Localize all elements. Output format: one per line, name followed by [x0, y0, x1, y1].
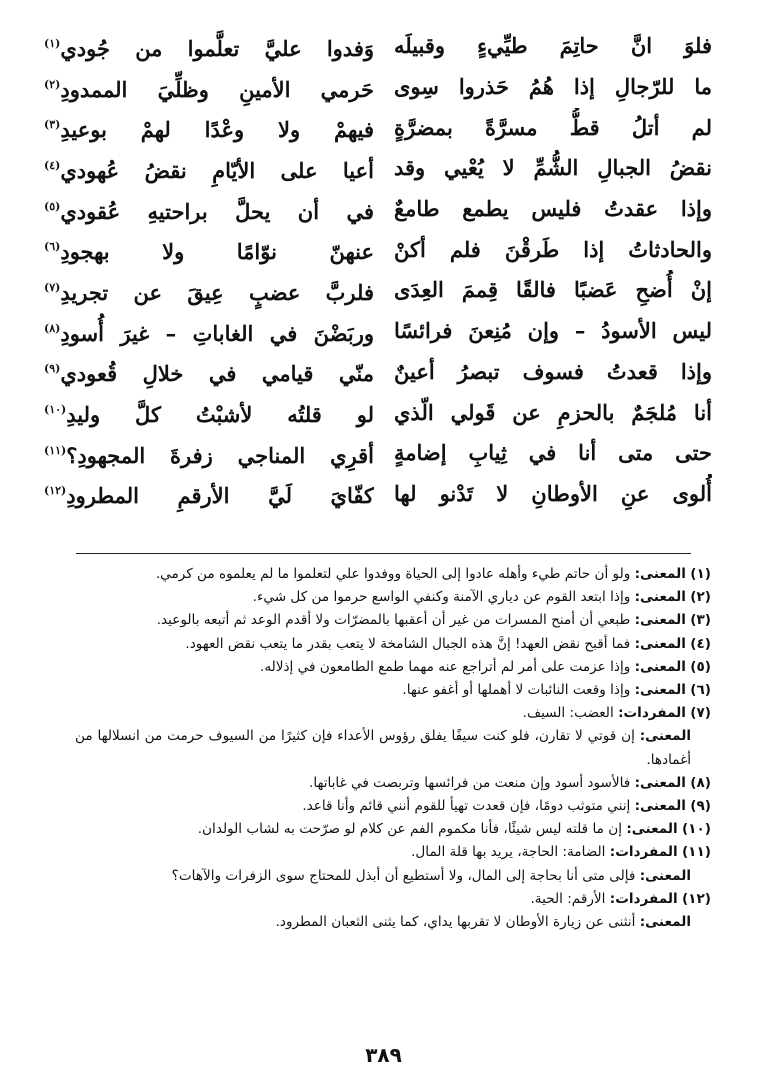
footnote-text: فما أقبح نقض العهد! إنَّ هذه الجبال الشامخة لا يتعب بقدر ما يتعب نقض العهود.	[185, 635, 631, 652]
footnote-marker: (٧)	[44, 280, 61, 294]
verse-second-hemistich	[44, 227, 374, 272]
verse-second-hemistich	[44, 24, 374, 69]
verse	[44, 107, 712, 148]
verse-second-text: كفّايَ لَيَّ الأرقمِ المطرودِ	[66, 483, 374, 509]
verse-second-text: أقرِي المناجي زفرةَ المجهودِ؟	[66, 442, 374, 468]
footnote-number: (٩)	[690, 798, 711, 815]
footnote	[75, 865, 711, 888]
footnote-marker: (٦)	[44, 240, 61, 254]
footnote-text: وإذا وقعت النائبات لا أهملها أو أغفو عنها.	[402, 682, 631, 699]
verse-second-hemistich	[44, 309, 374, 354]
verse	[44, 474, 712, 515]
footnote	[75, 725, 711, 771]
footnote-marker: (١)	[44, 36, 61, 50]
footnote-number: (١)	[690, 566, 711, 582]
footnote-marker: (٢)	[44, 77, 61, 91]
verse	[44, 67, 712, 108]
footnote-marker: (١٢)	[44, 484, 67, 498]
footnote-text: ولو أن حاتم طيء وأهله عادوا إلى الحياة ووفدوا علي لتعلموا ما لم يعلموه من كرمي.	[155, 566, 631, 582]
verse-first-hemistich: نقضُ الجبالِ الشُّمِّ لا يُعْيي وقد	[394, 155, 712, 181]
verse	[44, 148, 712, 189]
footnote-label: المفردات:	[618, 705, 686, 722]
footnote-label: المفردات:	[609, 844, 678, 861]
footnote-text: وإذا عزمت على أمر لم أتراجع عنه مهما طمع الطامعون في إذلاله.	[260, 658, 631, 675]
verse-second-hemistich	[44, 431, 374, 476]
verse-first-hemistich: لم أتلُ قطُّ مسرَّةً بمضرَّةٍ	[394, 114, 712, 140]
footnote-marker: (٥)	[44, 199, 61, 213]
footnote	[75, 772, 711, 795]
verse-first-hemistich: حتى متى أنا في ثِيابِ إضامةٍ	[394, 440, 712, 466]
footnote-separator	[76, 553, 691, 554]
footnote-text: وإذا ابتعد القوم عن دياري الآمنة وكنفي الواسع حرموا من كل شيء.	[252, 589, 631, 606]
footnote-label: المعنى:	[626, 821, 678, 838]
footnote	[75, 633, 711, 656]
footnote	[75, 563, 711, 586]
verse	[44, 189, 712, 230]
footnote	[75, 795, 711, 818]
footnote-label: المعنى:	[634, 566, 686, 582]
footnote-label: المفردات:	[609, 890, 678, 907]
footnote-text: أنثنى عن زيارة الأوطان لا تقربها يداي، كما يثنى الثعبان المطرود.	[275, 914, 636, 931]
footnote-text: إن ما قلته ليس شيئًا، فأنا مكموم الفم عن كلام لو صرّحت به لشاب الولدان.	[197, 821, 622, 838]
footnote-text: فالأسود أسود وإن منعت من فرائسها وتربصت في غاباتها.	[309, 774, 631, 791]
verse-second-hemistich	[44, 105, 374, 150]
footnote-marker: (٣)	[44, 118, 61, 132]
verse-second-text: في أن يحلَّ براحتيهِ عُقودي	[60, 198, 374, 224]
footnote-number: (١٢)	[681, 890, 711, 907]
footnote-text: طبعي أن أمنح المسرات من غير أن أعقبها بالمضرّات ولا أقدم الوعد ثم أتبعه بالوعيد.	[156, 612, 631, 629]
footnote-label: المعنى:	[634, 612, 686, 629]
footnote-label: المعنى:	[634, 798, 686, 815]
footnote-number: (١١)	[681, 844, 711, 861]
verse-second-text: فيهمْ ولا وعْدًا لهمْ بوعيدِ	[60, 117, 374, 143]
footnote	[75, 679, 711, 702]
footnote	[75, 888, 711, 911]
footnote-number: (٥)	[690, 658, 711, 675]
verse	[44, 433, 712, 474]
verse-second-text: عنهنّ نوّامًا ولا بهجودِ	[60, 239, 374, 265]
verse-second-text: أعيا على الأيّامِ نقضُ عُهودي	[60, 157, 374, 183]
footnote	[75, 586, 711, 609]
footnote	[75, 656, 711, 679]
page-number: ٣٨٩	[365, 1043, 402, 1067]
verse-second-text: منّي قيامي في خلالِ قُعودي	[60, 361, 374, 387]
verse-second-text: وَفدوا عليَّ تعلَّموا من جُودي	[60, 35, 374, 61]
verse-second-hemistich	[44, 65, 374, 110]
verse-first-hemistich: أنا مُلجَمٌ بالحزمِ عن قَولي الّذي	[394, 399, 712, 425]
footnote-text: إن قوتي لا تقارن، فلو كنت سيفًا يفلق رؤوس الأعداء فإن كثيرًا من السيوف حرمت من انسلالها من أغمادها.	[75, 728, 691, 768]
footnotes	[75, 563, 711, 934]
verse-first-hemistich: وإذا قعدتُ فسوف تبصرُ أعينٌ	[394, 358, 712, 384]
verse-second-hemistich	[44, 390, 374, 435]
footnote-label: المعنى:	[634, 774, 686, 791]
footnote-marker: (١٠)	[44, 403, 67, 417]
footnote	[75, 609, 711, 632]
poem	[44, 26, 712, 514]
footnote-text: العضب: السيف.	[522, 705, 614, 722]
footnote-label: المعنى:	[639, 867, 691, 884]
verse-second-hemistich	[44, 187, 374, 232]
footnote	[75, 911, 711, 934]
footnote-text: فإلى متى أنا بحاجة إلى المال، ولا أستطيع أن أبذل للمحتاج سوى الزفرات والآهات؟	[171, 867, 636, 884]
footnote-text: الأرقم: الحية.	[530, 890, 606, 907]
footnote-number: (٦)	[690, 682, 711, 699]
verse-second-text: حَرمي الأمينِ وظلِّيَ الممدودِ	[60, 76, 374, 102]
footnote	[75, 818, 711, 841]
verse-first-hemistich: فلوَ انَّ حاتِمَ طيِّيءٍ وقبيلَه	[394, 33, 712, 59]
footnote-number: (٨)	[690, 774, 711, 791]
footnote-marker: (٨)	[44, 321, 61, 335]
footnote-label: المعنى:	[634, 635, 686, 652]
footnote	[75, 841, 711, 864]
verse-second-hemistich	[44, 268, 374, 313]
verse	[44, 392, 712, 433]
verse-first-hemistich: أُلوى عنِ الأوطانِ لا تَدْنو لها	[394, 480, 712, 506]
verse-second-text: لو قلتُه لأشبْتُ كلَّ وليدِ	[66, 402, 374, 428]
footnote-label: المعنى:	[634, 682, 686, 699]
footnote-number: (٤)	[690, 635, 711, 652]
verse	[44, 26, 712, 67]
footnote-marker: (١١)	[44, 443, 67, 457]
footnote-label: المعنى:	[639, 914, 691, 931]
verse-first-hemistich: ما للرّجالِ إذا هُمُ حَذروا سِوى	[394, 74, 712, 100]
verse-first-hemistich: والحادثاتُ إذا طَرقْنَ فلم أكنْ	[394, 236, 712, 262]
verse-first-hemistich: وإذا عقدتُ فليس يطمع طامعٌ	[394, 196, 712, 222]
footnote-number: (٢)	[690, 589, 711, 606]
footnote-label: المعنى:	[634, 658, 686, 675]
footnote-text: الضامة: الحاجة، يريد بها قلة المال.	[411, 844, 606, 861]
footnote-marker: (٩)	[44, 362, 61, 376]
verse	[44, 229, 712, 270]
verse-second-hemistich	[44, 146, 374, 191]
verse	[44, 270, 712, 311]
footnote-number: (١٠)	[681, 821, 711, 838]
verse-first-hemistich: ليس الأسودُ – وإن مُنِعنَ فرائسًا	[394, 318, 712, 344]
footnote-marker: (٤)	[44, 158, 61, 172]
verse-first-hemistich: إنْ أُضحِ عَضبًا فالقًا قِممَ العِدَى	[394, 277, 712, 303]
footnote	[75, 702, 711, 725]
footnote-text: إنني متوثب دومًا، فإن قعدت تهيأ للقوم أنني قائم وأنا قاعد.	[302, 798, 631, 815]
verse-second-hemistich	[44, 349, 374, 394]
verse	[44, 352, 712, 393]
verse-second-text: فلربَّ عضبٍ عِيقَ عن تجريدِ	[60, 279, 374, 305]
verse	[44, 311, 712, 352]
footnote-label: المعنى:	[639, 728, 691, 745]
footnote-number: (٣)	[690, 612, 711, 629]
verse-second-hemistich	[44, 471, 374, 516]
footnote-label: المعنى:	[634, 589, 686, 606]
verse-second-text: وربَضْنَ في الغاباتِ – غيرَ أُسودِ	[60, 320, 374, 346]
footnote-number: (٧)	[690, 705, 711, 722]
